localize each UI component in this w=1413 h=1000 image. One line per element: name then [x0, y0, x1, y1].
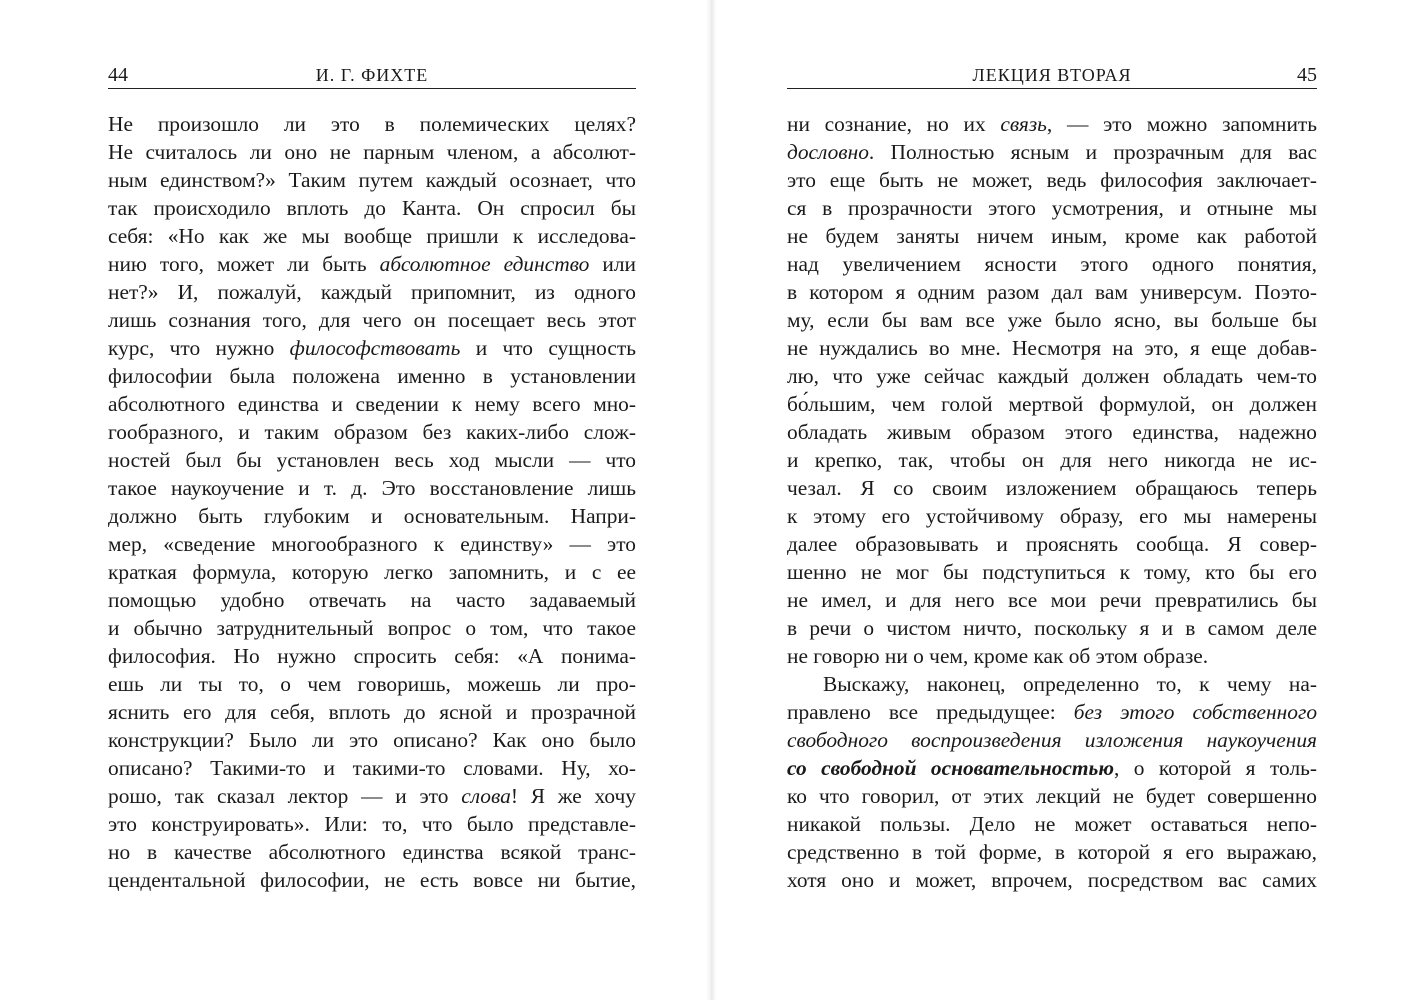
text-line	[787, 642, 1317, 670]
line-text: Не считалось ли оно не парным членом, а абсолют-	[108, 140, 636, 164]
text-line	[108, 390, 636, 418]
text-line	[108, 530, 636, 558]
line-text: бо́льшим, чем голой мертвой формулой, он должен	[787, 392, 1317, 416]
emphasis-bold-italic: со свободной основательностью	[787, 756, 1114, 780]
text-line	[108, 278, 636, 306]
emphasis-italic: связь	[1000, 112, 1047, 136]
line-text: ностей был бы установлен весь ход мысли — что	[108, 448, 636, 472]
running-header	[108, 60, 636, 89]
line-text: средственно в той форме, в которой я его выражаю,	[787, 840, 1317, 864]
text-line	[108, 306, 636, 334]
line-text: но в качестве абсолютного единства всякой транс-	[108, 840, 636, 864]
emphasis-italic: дословно	[787, 140, 869, 164]
line-text: ным единством?» Таким путем каждый осознает, что	[108, 168, 636, 192]
running-title: ЛЕКЦИЯ ВТОРАЯ	[972, 65, 1132, 85]
line-text: яснить его для себя, вплоть до ясной и прозрачной	[108, 700, 636, 724]
text-line	[108, 754, 636, 782]
text-line	[108, 362, 636, 390]
text-line	[108, 614, 636, 642]
text-line	[108, 194, 636, 222]
emphasis-italic: слова	[461, 784, 511, 808]
line-text: и что сущность	[460, 336, 636, 360]
text-line	[108, 866, 636, 894]
line-text: краткая формула, которую легко запомнить, и с ее	[108, 560, 636, 584]
line-text: и обычно затруднительный вопрос о том, что такое	[108, 616, 636, 640]
line-text: хотя оно и может, впрочем, посредством вас самих	[787, 868, 1317, 892]
right-page	[787, 0, 1317, 1000]
running-title: И. Г. ФИХТЕ	[315, 65, 429, 85]
text-line	[787, 250, 1317, 278]
line-text: к этому его устойчивому образу, его мы намерены	[787, 504, 1317, 528]
text-line	[787, 782, 1317, 810]
body-text	[787, 110, 1317, 894]
text-line	[108, 334, 636, 362]
line-text: помощью удобно отвечать на часто задаваемый	[108, 588, 636, 612]
text-line	[787, 530, 1317, 558]
text-line	[787, 866, 1317, 894]
line-text: курс, что нужно	[108, 336, 290, 360]
text-line	[108, 418, 636, 446]
line-text: , — это можно запомнить	[1046, 112, 1317, 136]
text-line	[108, 110, 636, 138]
emphasis-italic: абсолютное единство	[379, 252, 590, 276]
text-line	[787, 474, 1317, 502]
text-line	[787, 446, 1317, 474]
text-line	[787, 222, 1317, 250]
line-text: конструкции? Было ли это описано? Как оно было	[108, 728, 636, 752]
line-text: себя: «Но как же мы вообще пришли к исследова-	[108, 224, 636, 248]
text-line	[787, 166, 1317, 194]
line-text: никакой пользы. Дело не может оставаться непо-	[787, 812, 1317, 836]
line-text: нию того, может ли быть	[108, 252, 380, 276]
line-text: ! Я же хочу	[510, 784, 636, 808]
line-text: . Полностью ясным и прозрачным для вас	[868, 140, 1317, 164]
line-text: далее образовывать и прояснять сообща. Я совер-	[787, 532, 1317, 556]
text-line	[787, 670, 1317, 698]
text-line	[787, 810, 1317, 838]
line-text: философии была положена именно в установлении	[108, 364, 636, 388]
text-line	[787, 418, 1317, 446]
body-text	[108, 110, 636, 894]
line-text: му, если бы вам все уже было ясно, вы больше бы	[787, 308, 1317, 332]
text-line	[787, 334, 1317, 362]
line-text: ся в прозрачности этого усмотрения, и отныне мы	[787, 196, 1317, 220]
text-line	[108, 222, 636, 250]
line-text: в котором я одним разом дал вам универсум. Поэто-	[787, 280, 1317, 304]
line-text: не имел, и для него все мои речи превратились бы	[787, 588, 1317, 612]
text-line	[108, 810, 636, 838]
line-text: описано? Такими-то и такими-то словами. Ну, хо-	[108, 756, 636, 780]
text-line	[108, 474, 636, 502]
text-line	[108, 166, 636, 194]
text-line	[787, 698, 1317, 726]
text-line	[787, 278, 1317, 306]
text-line	[108, 670, 636, 698]
line-text: абсолютного единства и сведении к нему всего мно-	[108, 392, 636, 416]
book-gutter	[706, 0, 716, 1000]
line-text: нет?» И, пожалуй, каждый припомнит, из одного	[108, 280, 636, 304]
text-line	[787, 362, 1317, 390]
text-line	[787, 586, 1317, 614]
text-line	[108, 698, 636, 726]
text-line	[787, 614, 1317, 642]
emphasis-italic: философствовать	[289, 336, 461, 360]
line-text: ко что говорил, от этих лекций не будет совершенно	[787, 784, 1317, 808]
text-line	[787, 838, 1317, 866]
line-text: Выскажу, наконец, определенно то, к чему на-	[823, 672, 1317, 696]
text-line	[787, 754, 1317, 782]
text-line	[787, 502, 1317, 530]
line-text: мер, «сведение многообразного к единству» — это	[108, 532, 636, 556]
text-line	[108, 446, 636, 474]
text-line	[787, 110, 1317, 138]
line-text: не будем заняты ничем иным, кроме как работой	[787, 224, 1317, 248]
line-text: это конструировать». Или: то, что было представле-	[108, 812, 636, 836]
text-line	[108, 250, 636, 278]
page-number: 45	[1297, 64, 1317, 86]
line-text: так происходило вплоть до Канта. Он спросил бы	[108, 196, 636, 220]
line-text: Не произошло ли это в полемических целях?	[108, 112, 636, 136]
text-line	[787, 558, 1317, 586]
line-text: лишь сознания того, для чего он посещает весь этот	[108, 308, 636, 332]
line-text: ешь ли ты то, о чем говоришь, можешь ли про-	[108, 672, 636, 696]
text-line	[787, 726, 1317, 754]
line-text: над увеличением ясности этого одного понятия,	[787, 252, 1317, 276]
text-line	[108, 726, 636, 754]
text-line	[787, 306, 1317, 334]
text-line	[787, 194, 1317, 222]
text-line	[108, 642, 636, 670]
line-text: не говорю ни о чем, кроме как об этом образе.	[787, 644, 1209, 668]
left-page	[108, 0, 636, 1000]
line-text: шенно не мог бы подступиться к тому, кто бы его	[787, 560, 1317, 584]
emphasis-italic: свободного воспроизведения изложения наукоучения	[787, 728, 1317, 752]
line-text: обладать живым образом этого единства, надежно	[787, 420, 1317, 444]
text-line	[108, 502, 636, 530]
line-text: или	[589, 252, 636, 276]
line-text: правлено все предыдущее:	[787, 700, 1074, 724]
line-text: должно быть глубоким и основательным. Напри-	[108, 504, 636, 528]
text-line	[108, 838, 636, 866]
line-text: и крепко, так, чтобы он для него никогда не ис-	[787, 448, 1317, 472]
line-text: , о которой я толь-	[1113, 756, 1317, 780]
text-line	[108, 586, 636, 614]
line-text: в речи о чистом ничто, поскольку я и в самом деле	[787, 616, 1317, 640]
running-header	[787, 60, 1317, 89]
page-number: 44	[108, 64, 128, 86]
line-text: рошо, так сказал лектор — и это	[108, 784, 462, 808]
text-line	[108, 558, 636, 586]
line-text: это еще быть не может, ведь философия заключает-	[787, 168, 1317, 192]
line-text: философия. Но нужно спросить себя: «А понима-	[108, 644, 636, 668]
line-text: чезал. Я со своим изложением обращаюсь теперь	[787, 476, 1317, 500]
text-line	[108, 782, 636, 810]
line-text: такое наукоучение и т. д. Это восстановление лишь	[108, 476, 636, 500]
text-line	[108, 138, 636, 166]
line-text: ни сознание, но их	[787, 112, 1001, 136]
emphasis-italic: без этого собственного	[1073, 700, 1317, 724]
line-text: цендентальной философии, не есть вовсе ни бытие,	[108, 868, 636, 892]
text-line	[787, 390, 1317, 418]
line-text: гообразного, и таким образом без каких-либо слож-	[108, 420, 636, 444]
line-text: лю, что уже сейчас каждый должен обладать чем-то	[787, 364, 1317, 388]
text-line	[787, 138, 1317, 166]
line-text: не нуждались во мне. Несмотря на это, я еще добав-	[787, 336, 1317, 360]
